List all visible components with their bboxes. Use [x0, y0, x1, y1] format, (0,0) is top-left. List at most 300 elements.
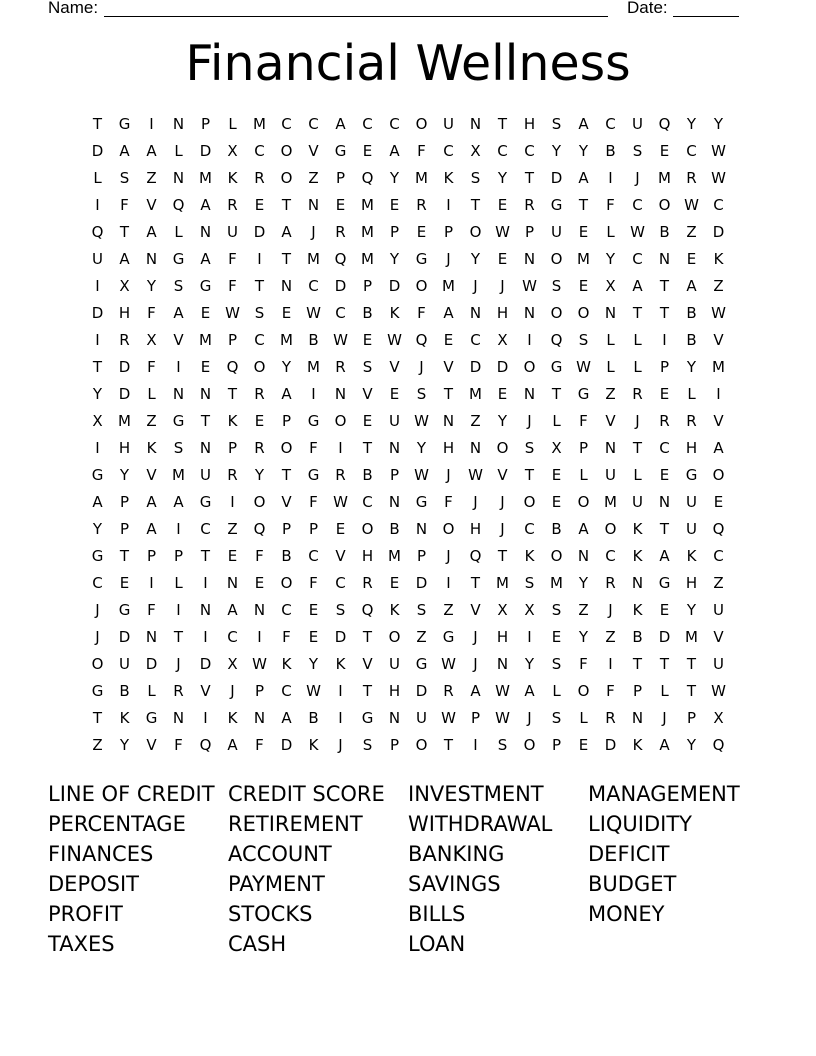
grid-letter: A	[470, 682, 481, 700]
grid-letter: A	[632, 277, 643, 295]
grid-letter: Z	[308, 169, 319, 187]
grid-row	[84, 597, 732, 624]
grid-letter: A	[173, 493, 184, 511]
word-list-item: BANKING	[408, 842, 505, 866]
grid-letter: I	[257, 250, 262, 268]
grid-letter: I	[176, 520, 181, 538]
grid-letter: T	[119, 223, 130, 241]
word-list-item: LOAN	[408, 932, 466, 956]
grid-letter: F	[579, 655, 588, 673]
grid-letter: M	[550, 574, 563, 592]
grid-letter: W	[576, 358, 591, 376]
grid-letter: O	[415, 277, 428, 295]
grid-letter: K	[632, 601, 643, 619]
grid-letter: D	[604, 736, 617, 754]
grid-letter: L	[633, 466, 642, 484]
word-list-item: PAYMENT	[228, 872, 325, 896]
grid-letter: Z	[416, 628, 427, 646]
grid-letter: W	[252, 655, 267, 673]
grid-letter: E	[659, 385, 670, 403]
grid-row	[84, 273, 732, 300]
grid-letter: I	[662, 331, 667, 349]
grid-letter: Y	[524, 655, 535, 673]
grid-letter: M	[280, 331, 293, 349]
grid-letter: S	[551, 655, 562, 673]
grid-row	[84, 192, 732, 219]
grid-letter: B	[362, 466, 373, 484]
grid-letter: Y	[416, 439, 427, 457]
grid-letter: P	[470, 709, 481, 727]
grid-letter: Y	[119, 466, 130, 484]
grid-letter: E	[443, 331, 454, 349]
grid-letter: I	[176, 358, 181, 376]
grid-letter: T	[659, 304, 670, 322]
grid-letter: Y	[686, 115, 697, 133]
grid-letter: I	[473, 736, 478, 754]
word-list-item: RETIREMENT	[228, 812, 363, 836]
grid-letter: P	[254, 682, 265, 700]
grid-letter: Q	[226, 358, 239, 376]
grid-letter: G	[91, 466, 104, 484]
grid-letter: J	[311, 223, 316, 241]
grid-letter: H	[496, 628, 509, 646]
grid-letter: P	[362, 277, 373, 295]
grid-letter: C	[686, 142, 697, 160]
grid-letter: N	[172, 115, 185, 133]
grid-letter: O	[469, 223, 482, 241]
grid-letter: V	[200, 682, 211, 700]
grid-row	[84, 354, 732, 381]
grid-letter: E	[578, 223, 589, 241]
grid-letter: I	[338, 709, 343, 727]
grid-letter: E	[389, 574, 400, 592]
grid-letter: I	[608, 655, 613, 673]
grid-letter: F	[579, 412, 588, 430]
grid-letter: O	[280, 439, 293, 457]
grid-letter: P	[281, 520, 292, 538]
grid-letter: V	[335, 547, 346, 565]
grid-letter: O	[577, 493, 590, 511]
grid-letter: I	[95, 331, 100, 349]
grid-letter: L	[174, 223, 183, 241]
grid-letter: K	[632, 520, 643, 538]
grid-letter: O	[280, 169, 293, 187]
grid-letter: Q	[199, 736, 212, 754]
grid-letter: S	[362, 736, 373, 754]
grid-letter: T	[470, 196, 481, 214]
grid-letter: W	[306, 682, 321, 700]
grid-letter: T	[200, 412, 211, 430]
grid-letter: X	[497, 601, 508, 619]
grid-letter: P	[551, 736, 562, 754]
grid-letter: R	[416, 196, 427, 214]
grid-letter: H	[469, 520, 482, 538]
grid-letter: A	[227, 736, 238, 754]
grid-letter: W	[630, 223, 645, 241]
grid-letter: P	[227, 439, 238, 457]
grid-letter: J	[500, 277, 505, 295]
grid-letter: T	[659, 520, 670, 538]
grid-letter: C	[254, 331, 265, 349]
grid-letter: G	[307, 412, 320, 430]
grid-letter: Z	[605, 385, 616, 403]
grid-letter: B	[686, 304, 697, 322]
grid-letter: P	[308, 520, 319, 538]
grid-letter: A	[200, 250, 211, 268]
grid-letter: T	[200, 547, 211, 565]
grid-letter: A	[578, 169, 589, 187]
grid-letter: S	[578, 331, 589, 349]
grid-letter: A	[227, 601, 238, 619]
grid-letter: A	[92, 493, 103, 511]
grid-letter: F	[606, 196, 615, 214]
grid-letter: O	[253, 493, 266, 511]
grid-letter: G	[442, 628, 455, 646]
grid-letter: J	[662, 709, 667, 727]
grid-letter: W	[414, 466, 429, 484]
grid-letter: N	[334, 385, 347, 403]
grid-letter: P	[389, 736, 400, 754]
grid-row	[84, 543, 732, 570]
page-title: Financial Wellness	[185, 35, 631, 92]
grid-letter: X	[497, 331, 508, 349]
name-field-line[interactable]	[104, 16, 608, 17]
grid-letter: U	[119, 655, 130, 673]
grid-letter: E	[362, 331, 373, 349]
grid-letter: N	[658, 493, 671, 511]
grid-letter: C	[362, 493, 373, 511]
grid-letter: Z	[686, 223, 697, 241]
grid-letter: B	[119, 682, 130, 700]
grid-letter: E	[362, 142, 373, 160]
grid-letter: N	[631, 709, 644, 727]
grid-letter: E	[254, 574, 265, 592]
grid-letter: K	[443, 169, 454, 187]
grid-letter: N	[523, 304, 536, 322]
grid-letter: F	[309, 574, 318, 592]
grid-letter: J	[473, 277, 478, 295]
grid-letter: H	[118, 304, 131, 322]
grid-letter: R	[524, 196, 535, 214]
grid-letter: U	[92, 250, 103, 268]
grid-letter: H	[496, 304, 509, 322]
grid-letter: T	[443, 736, 454, 754]
word-list-item: FINANCES	[48, 842, 154, 866]
grid-letter: P	[200, 115, 211, 133]
header	[48, 0, 748, 20]
grid-letter: D	[280, 736, 293, 754]
grid-letter: V	[605, 412, 616, 430]
grid-letter: W	[333, 331, 348, 349]
grid-letter: K	[713, 250, 724, 268]
grid-letter: M	[361, 250, 374, 268]
grid-letter: A	[686, 277, 697, 295]
grid-row	[84, 219, 732, 246]
grid-letter: P	[524, 223, 535, 241]
grid-letter: I	[176, 601, 181, 619]
grid-letter: C	[335, 574, 346, 592]
grid-letter: O	[415, 736, 428, 754]
grid-letter: S	[632, 142, 643, 160]
grid-letter: M	[469, 385, 482, 403]
grid-letter: S	[551, 115, 562, 133]
grid-letter: G	[658, 574, 671, 592]
grid-letter: A	[146, 493, 157, 511]
grid-letter: Z	[146, 412, 157, 430]
grid-letter: Y	[389, 250, 400, 268]
grid-letter: P	[335, 169, 346, 187]
grid-letter: O	[523, 358, 536, 376]
grid-letter: N	[172, 385, 185, 403]
grid-letter: K	[227, 412, 238, 430]
grid-letter: T	[632, 439, 643, 457]
grid-row	[84, 408, 732, 435]
grid-letter: X	[119, 277, 130, 295]
grid-letter: E	[254, 412, 265, 430]
grid-letter: N	[577, 547, 590, 565]
grid-letter: U	[686, 493, 697, 511]
word-list-item: PERCENTAGE	[48, 812, 186, 836]
grid-letter: O	[550, 304, 563, 322]
grid-letter: E	[389, 385, 400, 403]
grid-letter: J	[473, 628, 478, 646]
grid-letter: C	[524, 142, 535, 160]
grid-letter: N	[199, 601, 212, 619]
grid-letter: V	[362, 655, 373, 673]
grid-letter: Q	[91, 223, 104, 241]
grid-letter: N	[388, 709, 401, 727]
grid-letter: A	[119, 250, 130, 268]
grid-letter: M	[577, 250, 590, 268]
grid-letter: R	[605, 574, 616, 592]
grid-letter: U	[200, 466, 211, 484]
grid-letter: P	[119, 520, 130, 538]
grid-row	[84, 678, 732, 705]
grid-letter: M	[415, 169, 428, 187]
grid-letter: L	[606, 358, 615, 376]
grid-letter: W	[495, 709, 510, 727]
grid-letter: H	[361, 547, 374, 565]
grid-letter: S	[551, 601, 562, 619]
grid-letter: J	[608, 601, 613, 619]
grid-letter: D	[388, 277, 401, 295]
grid-letter: Q	[253, 520, 266, 538]
grid-letter: T	[119, 547, 130, 565]
grid-letter: G	[415, 493, 428, 511]
word-list-item: ACCOUNT	[228, 842, 332, 866]
grid-letter: N	[226, 574, 239, 592]
word-list-item: BUDGET	[588, 872, 677, 896]
grid-letter: O	[442, 520, 455, 538]
grid-letter: N	[604, 304, 617, 322]
grid-letter: P	[443, 223, 454, 241]
grid-letter: Y	[92, 520, 103, 538]
grid-letter: T	[551, 385, 562, 403]
grid-letter: V	[713, 412, 724, 430]
grid-letter: R	[335, 223, 346, 241]
grid-letter: K	[308, 736, 319, 754]
grid-letter: E	[713, 493, 724, 511]
grid-letter: Q	[469, 547, 482, 565]
grid-letter: W	[495, 682, 510, 700]
grid-letter: X	[146, 331, 157, 349]
grid-letter: T	[497, 547, 508, 565]
grid-letter: I	[446, 574, 451, 592]
grid-row	[84, 111, 732, 138]
grid-letter: K	[389, 304, 400, 322]
grid-letter: D	[415, 682, 428, 700]
grid-letter: D	[145, 655, 158, 673]
grid-letter: G	[145, 709, 158, 727]
grid-letter: N	[388, 493, 401, 511]
grid-letter: N	[145, 250, 158, 268]
grid-letter: F	[417, 142, 426, 160]
grid-letter: J	[95, 601, 100, 619]
grid-letter: B	[308, 709, 319, 727]
grid-letter: R	[686, 169, 697, 187]
grid-letter: V	[443, 358, 454, 376]
grid-letter: C	[200, 520, 211, 538]
grid-letter: T	[362, 682, 373, 700]
grid-letter: E	[254, 196, 265, 214]
grid-letter: L	[174, 142, 183, 160]
grid-row	[84, 138, 732, 165]
grid-letter: W	[711, 169, 726, 187]
grid-letter: F	[147, 601, 156, 619]
grid-letter: D	[199, 142, 212, 160]
grid-letter: C	[308, 115, 319, 133]
word-list-item: BILLS	[408, 902, 466, 926]
grid-letter: N	[469, 304, 482, 322]
grid-letter: C	[308, 277, 319, 295]
grid-letter: H	[442, 439, 455, 457]
date-field-line[interactable]	[673, 16, 739, 17]
grid-letter: P	[119, 493, 130, 511]
grid-letter: F	[228, 277, 237, 295]
grid-letter: T	[92, 358, 103, 376]
grid-letter: C	[713, 547, 724, 565]
word-list-item: TAXES	[48, 932, 115, 956]
grid-letter: D	[550, 169, 563, 187]
grid-letter: O	[523, 736, 536, 754]
grid-letter: T	[173, 628, 184, 646]
grid-letter: N	[604, 439, 617, 457]
grid-letter: T	[470, 574, 481, 592]
grid-letter: Y	[578, 574, 589, 592]
grid-letter: R	[686, 412, 697, 430]
grid-letter: Z	[92, 736, 103, 754]
grid-row	[84, 246, 732, 273]
grid-letter: I	[149, 574, 154, 592]
grid-letter: X	[227, 655, 238, 673]
grid-letter: X	[470, 142, 481, 160]
grid-letter: O	[523, 493, 536, 511]
word-list-item: WITHDRAWAL	[408, 812, 553, 836]
grid-letter: C	[227, 628, 238, 646]
grid-letter: G	[118, 115, 131, 133]
grid-letter: G	[334, 142, 347, 160]
grid-letter: L	[687, 385, 696, 403]
grid-letter: D	[91, 304, 104, 322]
grid-letter: S	[173, 277, 184, 295]
grid-letter: V	[146, 196, 157, 214]
grid-letter: T	[659, 655, 670, 673]
grid-letter: E	[281, 304, 292, 322]
grid-letter: R	[227, 196, 238, 214]
grid-letter: B	[632, 628, 643, 646]
grid-letter: S	[416, 601, 427, 619]
grid-letter: G	[577, 385, 590, 403]
grid-letter: N	[469, 439, 482, 457]
grid-letter: I	[338, 682, 343, 700]
grid-letter: W	[711, 142, 726, 160]
grid-letter: M	[604, 493, 617, 511]
grid-letter: C	[632, 196, 643, 214]
grid-letter: W	[684, 196, 699, 214]
grid-letter: V	[713, 628, 724, 646]
grid-letter: T	[227, 385, 238, 403]
grid-letter: Y	[497, 169, 508, 187]
grid-letter: H	[685, 439, 698, 457]
grid-letter: A	[713, 439, 724, 457]
grid-letter: P	[632, 682, 643, 700]
grid-letter: D	[253, 223, 266, 241]
grid-letter: O	[604, 520, 617, 538]
grid-letter: I	[257, 628, 262, 646]
grid-letter: G	[172, 412, 185, 430]
grid-letter: T	[632, 655, 643, 673]
grid-letter: R	[254, 439, 265, 457]
grid-letter: V	[308, 142, 319, 160]
grid-letter: G	[415, 250, 428, 268]
grid-row	[84, 489, 732, 516]
grid-letter: O	[253, 358, 266, 376]
grid-letter: S	[524, 439, 535, 457]
grid-letter: Z	[578, 601, 589, 619]
grid-letter: U	[551, 223, 562, 241]
grid-letter: N	[253, 601, 266, 619]
grid-letter: A	[281, 709, 292, 727]
grid-letter: U	[686, 520, 697, 538]
grid-letter: Y	[389, 169, 400, 187]
grid-letter: T	[362, 439, 373, 457]
grid-letter: C	[605, 115, 616, 133]
grid-letter: F	[255, 547, 264, 565]
grid-letter: O	[712, 466, 725, 484]
grid-letter: O	[388, 628, 401, 646]
grid-letter: W	[468, 466, 483, 484]
word-list-item: CREDIT SCORE	[228, 782, 385, 806]
grid-row	[84, 165, 732, 192]
grid-letter: R	[335, 358, 346, 376]
grid-letter: P	[578, 439, 589, 457]
grid-letter: S	[551, 277, 562, 295]
grid-letter: Q	[361, 169, 374, 187]
grid-letter: N	[199, 439, 212, 457]
grid-letter: A	[146, 520, 157, 538]
grid-letter: K	[632, 547, 643, 565]
grid-letter: B	[362, 304, 373, 322]
grid-letter: F	[174, 736, 183, 754]
grid-letter: U	[389, 655, 400, 673]
grid-letter: J	[473, 655, 478, 673]
grid-letter: O	[658, 196, 671, 214]
grid-letter: X	[92, 412, 103, 430]
grid-letter: E	[551, 466, 562, 484]
grid-letter: C	[713, 196, 724, 214]
grid-letter: T	[281, 466, 292, 484]
date-label: Date:	[627, 0, 668, 17]
